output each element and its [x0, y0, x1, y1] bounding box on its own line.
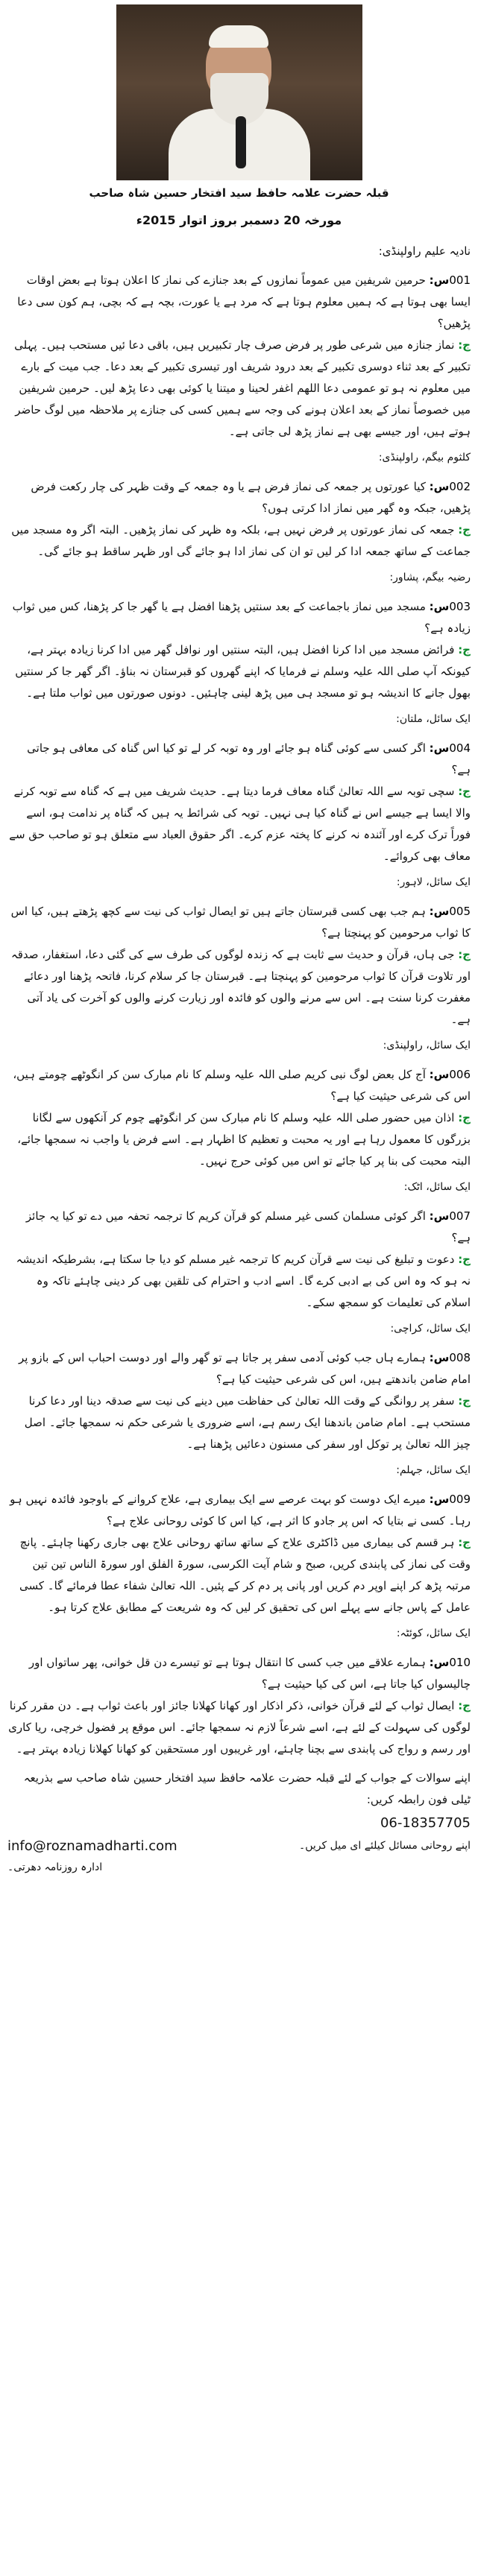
answer — [7, 1249, 471, 1314]
answer-text: نماز جنازہ میں شرعی طور پر فرض صرف چار تکبیریں ہیں، باقی دعا ئیں مستحب ہیں۔ پہلی تکبیر کے بعد ثناء دوسری تکبیر کے بعد درود شریف اور تیسری تکبیر کے بعد دعا۔ جب میت کے بارے میں معلوم نہ ہو تو عمومی دعا اللھم اغفر لحینا و میتنا یا کوئی بھی دعا پڑھ لیں۔ حرمین شریفین میں خصوصاً نماز کے بعد اعلان ہونے کی وجہ سے ہمیں کسی کی جنازے پر ملاحظہ میں لوگ حاضر ہوتے ہیں، اور جیسے بھی ہے نماز پڑھ لی جاتی ہے۔ — [14, 338, 471, 438]
answer-label: ج: — [458, 785, 471, 798]
answer — [7, 781, 471, 867]
answer-label: ج: — [458, 1536, 471, 1549]
question-number: 005 — [449, 905, 471, 918]
next-asker: ایک سائل، لاہور: — [396, 876, 471, 888]
question-label: س: — [429, 1493, 450, 1506]
question-text: اگر کوئی مسلمان کسی غیر مسلم کو قرآن کریم کا ترجمہ تحفہ میں دے تو کیا یہ جائز ہے؟ — [25, 1209, 471, 1244]
question-number: 008 — [449, 1351, 471, 1364]
answer-text: اذان میں حضور صلی اللہ علیہ وسلم کا نام مبارک سن کر انگوٹھے چوم کر آنکھوں سے لگانا بزرگوں کا معمول رہا ہے اور یہ محبت و تعظیم کا اظہار ہے۔ اسے فرض یا واجب نہ سمجھا جائے، البتہ محبت کی بنا پر کیا جائے تو اس میں کوئی حرج نہیں۔ — [17, 1111, 471, 1168]
question — [7, 476, 471, 519]
answer — [7, 1695, 471, 1760]
qa-item — [7, 901, 471, 1057]
question-text: اگر کسی سے کوئی گناہ ہو جائے اور وہ توبہ کر لے تو کیا اس گناہ کی معافی ہو جاتی ہے؟ — [27, 741, 471, 776]
qa-item — [7, 596, 471, 730]
question — [7, 1652, 471, 1695]
question-label: س: — [429, 1068, 450, 1081]
question-label: س: — [429, 741, 450, 755]
photo-cap — [209, 25, 268, 48]
answer-label: ج: — [458, 948, 471, 961]
question-text: ہمارے ہاں جب کوئی آدمی سفر پر جاتا ہے تو گھر والے اور دوست احباب اس کے بازو پر امام ضامن باندھتے ہیں، اس کی شرعی حیثیت کیا ہے؟ — [18, 1351, 471, 1386]
qa-item — [7, 738, 471, 893]
answer — [7, 1390, 471, 1455]
question-number: 003 — [449, 600, 471, 613]
next-asker: ایک سائل، جہلم: — [396, 1464, 471, 1476]
qa-item — [7, 1064, 471, 1198]
answer — [7, 519, 471, 563]
answer-text: دعوت و تبلیغ کی نیت سے قرآن کریم کا ترجمہ غیر مسلم کو دیا جا سکتا ہے، بشرطیکہ اندیشہ نہ ہو کہ وہ اس کی بے ادبی کرے گا۔ اسے ادب و احترام کی تلقین بھی کر دینی چاہئے تاکہ وہ اسلام کی تعلیمات کو سمجھ سکے۔ — [16, 1253, 471, 1309]
scholar-photo — [116, 4, 362, 180]
intro-asker: نادیہ علیم راولپنڈی: — [378, 244, 471, 258]
answer-text: جی ہاں، قرآن و حدیث سے ثابت ہے کہ زندہ لوگوں کی طرف سے کی گئی دعا، استغفار، صدقہ اور تلاوت قرآن کا ثواب مرحومین کو پہنچتا ہے۔ قبرستان جا کر سلام کرنا، فاتحہ پڑھنا اور دعائے مغفرت کرنا سنت ہے۔ اس سے مرنے والوں کو فائدہ اور زیارت کرنے والوں کو آخرت کی یاد آتی ہے۔ — [10, 948, 471, 1026]
next-asker: ایک سائل، ملتان: — [396, 713, 471, 725]
answer — [7, 639, 471, 704]
question-text: آج کل بعض لوگ نبی کریم صلی اللہ علیہ وسلم کا نام مبارک سن کر انگوٹھے چومتے ہیں، اس کی شرعی حیثیت کیا ہے؟ — [13, 1068, 471, 1103]
next-asker: ایک سائل، کوئٹہ: — [396, 1627, 471, 1639]
question-label: س: — [429, 905, 450, 918]
answer-label: ج: — [458, 1394, 471, 1408]
article-footer — [0, 1768, 478, 1857]
answer-text: سفر پر روانگی کے وقت اللہ تعالیٰ کی حفاظت میں دینے کی نیت سے صدقہ دینا اور دعا کرنا مستحب ہے۔ امام ضامن باندھنا ایک رسم ہے، اسے ضروری یا شرعی حکم نہ سمجھا جائے۔ اصل چیز اللہ تعالیٰ پر توکل اور سفر کی مسنون دعائیں پڑھنا ہے۔ — [24, 1394, 471, 1451]
question — [7, 901, 471, 944]
answer-text: فرائض مسجد میں ادا کرنا افضل ہیں، البتہ سنتیں اور نوافل گھر میں ادا کرنا زیادہ بہتر ہے، کیونکہ آپ صلی اللہ علیہ وسلم نے فرمایا کہ اپنے گھروں کو قبرستان نہ بناؤ۔ اگر گھر جا کر سنتیں بھول جانے کا اندیشہ ہو تو مسجد ہی میں پڑھ لینی چاہئیں۔ دونوں صورتوں میں ثواب ملتا ہے۔ — [15, 643, 471, 700]
qa-list — [7, 270, 471, 1760]
question — [7, 1064, 471, 1107]
answer-text: سچی توبہ سے اللہ تعالیٰ گناہ معاف فرما دیتا ہے۔ حدیث شریف میں ہے کہ گناہ سے توبہ کرنے والا ایسا ہے جیسے اس نے گناہ کیا ہی نہیں۔ توبہ کی شرائط یہ ہیں کہ گناہ پر ندامت ہو، اسے فوراً ترک کرے اور آئندہ نہ کرنے کا پختہ عزم کرے۔ اگر حقوق العباد سے متعلق ہو تو صاحب حق سے معاف بھی کروائے۔ — [9, 785, 471, 863]
next-asker: کلثوم بیگم، راولپنڈی: — [378, 452, 471, 463]
contact-phone: 06-18357705 — [380, 1815, 471, 1831]
question-number: 002 — [449, 480, 471, 493]
qa-item — [7, 1206, 471, 1340]
answer-text: ایصال ثواب کے لئے قرآن خوانی، ذکر اذکار اور کھانا کھلانا جائز اور باعث ثواب ہے۔ دن مقرر کرنا لوگوں کی سہولت کے لئے ہے، اسے شرعاً لازم نہ سمجھا جائے۔ اس موقع پر فضول خرچی، ریا کاری اور رسم و رواج کی پابندی سے بچنا چاہئے، اور غریبوں اور مستحقین کو کھانا کھلانا زیادہ بہتر ہے۔ — [8, 1699, 471, 1756]
next-asker: رضیہ بیگم، پشاور: — [389, 572, 471, 583]
question-label: س: — [429, 480, 450, 493]
answer — [7, 944, 471, 1031]
question-label: س: — [429, 1656, 450, 1669]
answer-label: ج: — [458, 338, 471, 352]
publisher-credit: ادارہ روزنامہ دھرتی۔ — [7, 1861, 103, 1873]
question-number: 001 — [449, 273, 471, 287]
question-label: س: — [429, 273, 450, 287]
question — [7, 1347, 471, 1390]
contact-email-row — [7, 1835, 471, 1857]
qa-item — [7, 270, 471, 469]
article-header — [0, 0, 478, 227]
question — [7, 738, 471, 781]
next-asker: ایک سائل، اٹک: — [403, 1181, 471, 1193]
answer-label: ج: — [458, 1699, 471, 1712]
question — [7, 1206, 471, 1249]
contact-note: اپنے سوالات کے جواب کے لئے قبلہ حضرت علامہ حافظ سید افتخار حسین شاہ صاحب سے بذریعہ ٹیلی فون رابطہ کریں: — [23, 1771, 471, 1806]
qa-item — [7, 1652, 471, 1760]
answer-text: ہر قسم کی بیماری میں ڈاکٹری علاج کے ساتھ ساتھ روحانی علاج بھی جاری رکھنا چاہئے۔ پانچ وقت کی نماز کی پابندی کریں، صبح و شام آیت الکرسی، سورۃ الفلق اور سورۃ الناس تین تین مرتبہ پڑھ کر اپنے اوپر دم کریں اور پانی پر دم کر کے پئیں۔ اللہ تعالیٰ شفاء عطا فرمائے گا۔ کسی عامل کے پاس جانے سے پہلے اس کی تحقیق کر لیں کہ وہ شریعت کے مطابق علاج کرتا ہو۔ — [19, 1536, 471, 1614]
qa-item — [7, 1489, 471, 1645]
answer — [7, 335, 471, 443]
photo-microphone — [236, 116, 246, 168]
answer-label: ج: — [458, 1111, 471, 1124]
question-text: مسجد میں نماز باجماعت کے بعد سنتیں پڑھنا افضل ہے یا گھر جا کر پڑھنا، کس میں ثواب زیادہ ہے؟ — [12, 600, 471, 635]
qa-item — [7, 476, 471, 589]
answer-label: ج: — [458, 643, 471, 656]
question-text: کیا عورتوں پر جمعہ کی نماز فرض ہے یا وہ جمعہ کے وقت ظہر کی چار رکعت فرض پڑھیں، جبکہ وہ گھر میں نماز ادا کرتی ہوں؟ — [31, 480, 471, 515]
next-asker: ایک سائل، کراچی: — [390, 1323, 471, 1335]
qa-item — [7, 1347, 471, 1481]
question — [7, 1489, 471, 1532]
answer-label: ج: — [458, 1253, 471, 1266]
question — [7, 270, 471, 335]
question-text: میرے ایک دوست کو بہت عرصے سے ایک بیماری ہے، علاج کروانے کے باوجود فائدہ نہیں ہو رہا۔ کسی نے بتایا کہ اس پر جادو کا اثر ہے، کیا اس کا کوئی روحانی علاج ہے؟ — [10, 1493, 471, 1528]
question-text: ہمارے علاقے میں جب کسی کا انتقال ہوتا ہے تو تیسرے دن قل خوانی، پھر ساتواں اور چالیسواں کیا جاتا ہے، اس کی کیا حیثیت ہے؟ — [28, 1656, 471, 1691]
contact-tagline: اپنے روحانی مسائل کیلئے ای میل کریں۔ — [299, 1840, 471, 1852]
question-text: ہم جب بھی کسی قبرستان جاتے ہیں تو ایصال ثواب کی نیت سے کچھ پڑھتے ہیں، کیا اس کا ثواب مرحومین کو پہنچتا ہے؟ — [10, 905, 471, 940]
question-label: س: — [429, 600, 450, 613]
photo-caption: قبلہ حضرت علامہ حافظ سید افتخار حسین شاہ صاحب — [89, 186, 389, 200]
question-label: س: — [429, 1351, 450, 1364]
answer-label: ج: — [458, 523, 471, 537]
contact-email[interactable]: info@roznamadharti.com — [7, 1838, 177, 1854]
qa-content — [0, 227, 478, 1760]
answer — [7, 1532, 471, 1618]
next-asker: ایک سائل، راولپنڈی: — [383, 1039, 471, 1051]
question-number: 010 — [449, 1656, 471, 1669]
question-number: 007 — [449, 1209, 471, 1223]
question-number: 006 — [449, 1068, 471, 1081]
question-number: 004 — [449, 741, 471, 755]
question-label: س: — [429, 1209, 450, 1223]
article-dateline: مورخہ 20 دسمبر بروز اتوار 2015ء — [136, 213, 342, 227]
question-text: حرمین شریفین میں عموماً نمازوں کے بعد جنازے کی نماز کا اعلان ہوتا ہے بعض اوقات ایسا بھی ہوتا ہے کہ ہمیں معلوم ہوتا ہے کہ مرد ہے یا عورت، بچہ ہے کہ بچی، ہم کون سی دعا پڑھیں؟ — [17, 273, 471, 330]
answer — [7, 1107, 471, 1172]
question-number: 009 — [449, 1493, 471, 1506]
answer-text: جمعہ کی نماز عورتوں پر فرض نہیں ہے، بلکہ وہ ظہر کی نماز پڑھیں۔ البتہ اگر وہ مسجد میں جماعت کے ساتھ جمعہ ادا کر لیں تو ان کی نماز ادا ہو جائے گی اور ظہر ساقط ہو جائے گی۔ — [11, 523, 471, 558]
question — [7, 596, 471, 639]
